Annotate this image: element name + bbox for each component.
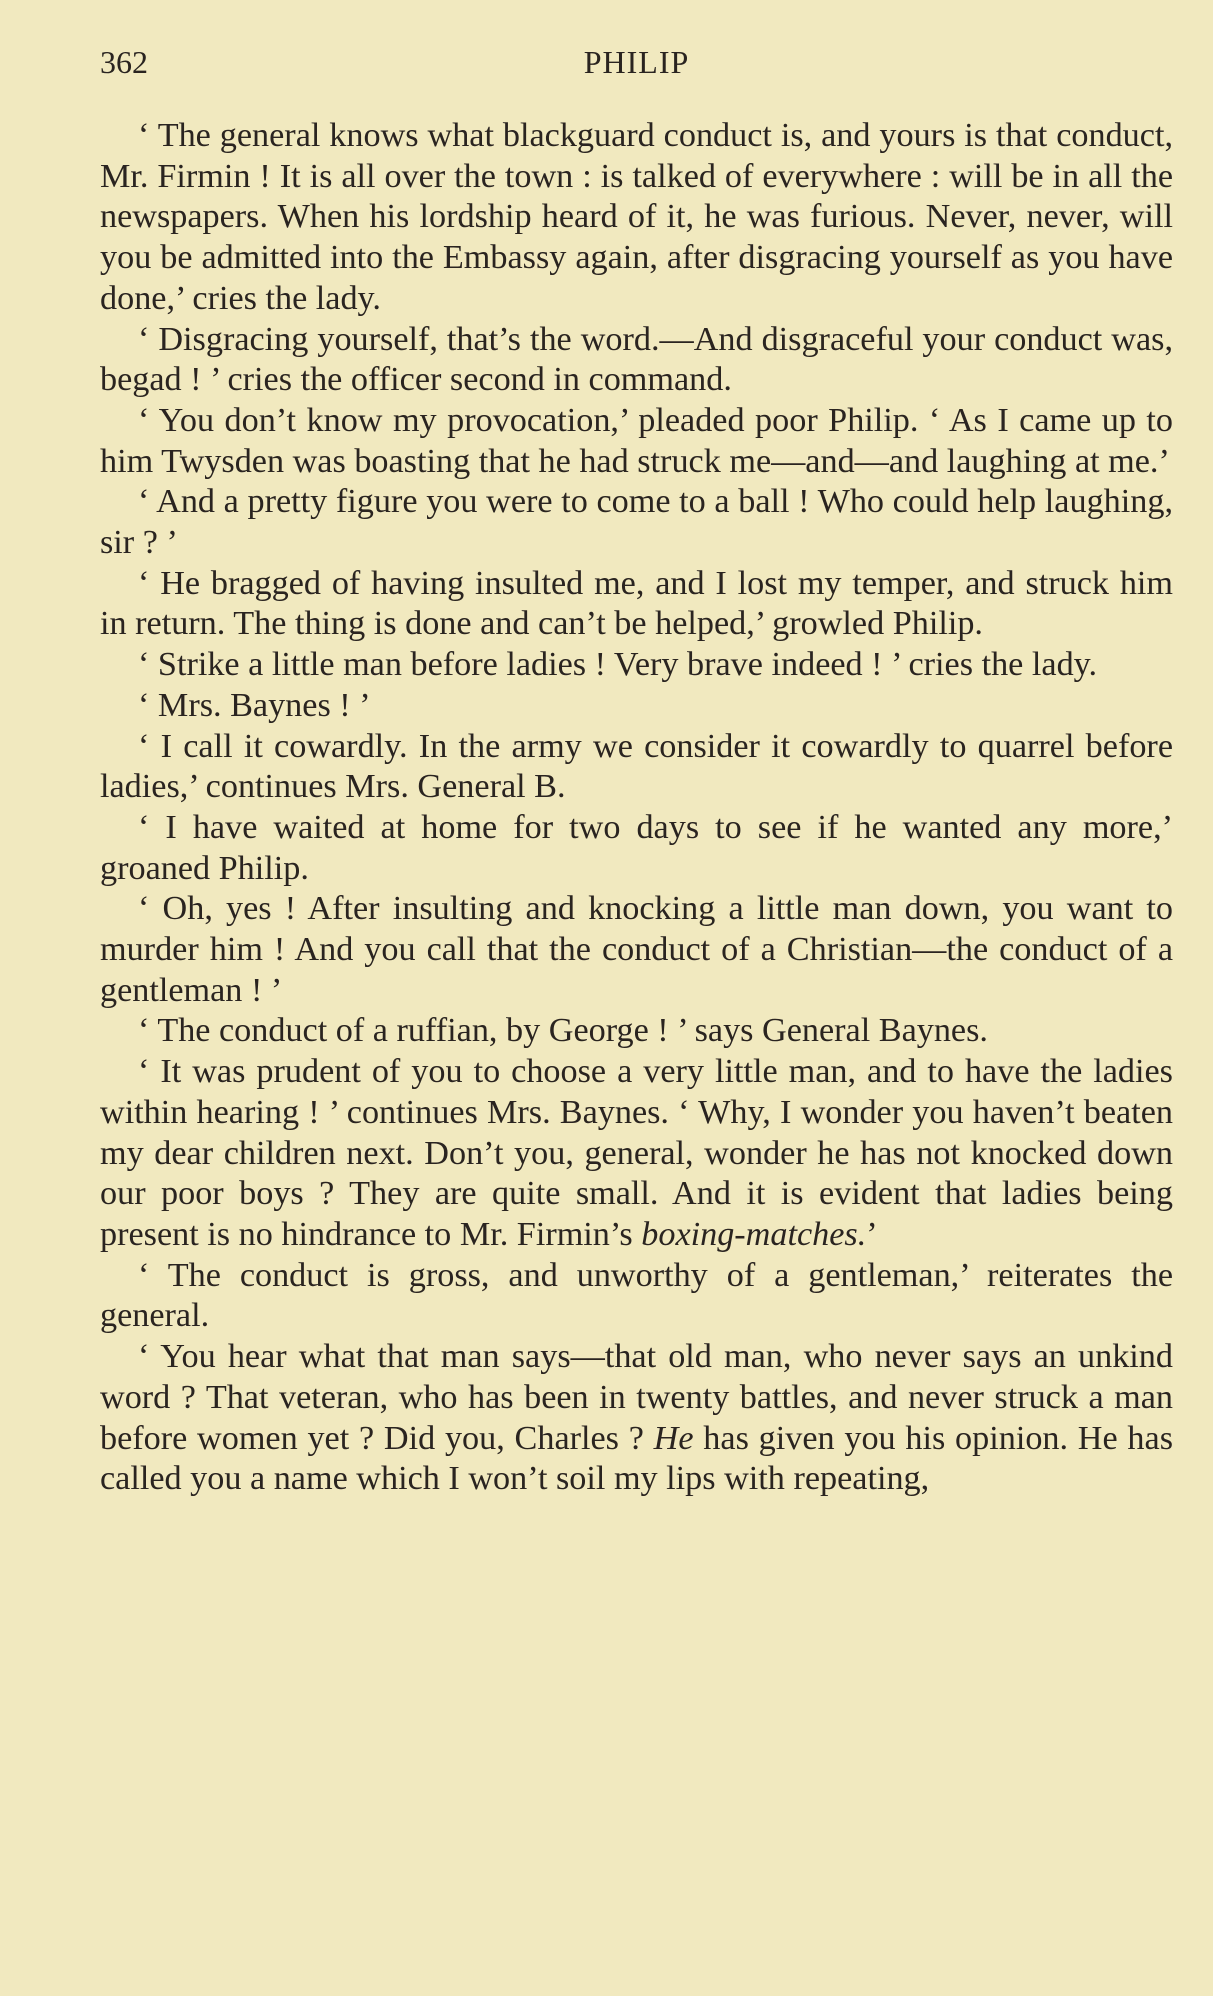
page-number: 362: [100, 44, 148, 80]
paragraph: [100, 1052, 1173, 1256]
paragraph: ‘ Oh, yes ! After insulting and knocking a little man down, you want to murder him ! And you call that the conduct of a Christian—the conduct of a gentleman ! ’: [100, 890, 1173, 1009]
paragraph: ‘ The conduct of a ruffian, by George ! ’ says General Baynes.: [138, 1012, 988, 1050]
paragraph: ‘ The general knows what blackguard conduct is, and yours is that conduct, Mr. Firmin ! It is all over the town : is talked of everywhere : will be in all the newspapers. When his lordship heard of it, he was furious. Never, never, will you be admitted into the Embassy again, after disgracing yourself as you have done,’ cries the lady.: [100, 117, 1173, 317]
paragraph: ‘ I have waited at home for two days to see if he wanted any more,’ groaned Philip.: [100, 808, 1173, 887]
paragraph: ‘ I call it cowardly. In the army we consider it cowardly to quarrel before ladies,’ continues Mrs. General B.: [100, 727, 1173, 806]
paragraph: [100, 1337, 1173, 1500]
paragraph: ‘ And a pretty figure you were to come to a ball ! Who could help laughing, sir ? ’: [100, 483, 1173, 562]
paragraph: ‘ The conduct is gross, and unworthy of a gentleman,’ reiterates the general.: [100, 1256, 1173, 1335]
paragraph: ‘ Strike a little man before ladies ! Very brave indeed ! ’ cries the lady.: [138, 646, 1098, 684]
paragraph-text: has given you his opinion. He has called you a name which I won’t soil my lips with repeating,: [100, 1419, 1173, 1498]
paragraph: ‘ You don’t know my provocation,’ pleaded poor Philip. ‘ As I came up to him Twysden was boasting that he had struck me—and—and laughing at me.’: [100, 401, 1173, 480]
running-title: PHILIP: [583, 44, 690, 80]
paragraph: ‘ Mrs. Baynes ! ’: [138, 686, 371, 724]
paragraph-text: ‘ It was prudent of you to choose a very little man, and to have the ladies within hearing ! ’ continues Mrs. Baynes. ‘ Why, I wonder you haven’t beaten my dear children next. Don’t you, general, wonder he has not knocked down our poor boys ? They are quite small. And it is evident that ladies being present is no hindrance to Mr. Firmin’s: [100, 1053, 1173, 1253]
text-body: [100, 116, 1173, 1500]
paragraph-text: ‘ You hear what that man says—that old man, who never says an unkind word ? That veteran, who has been in twenty battles, and never struck a man before women yet ? Did you, Charles ?: [100, 1338, 1173, 1457]
italic-text: boxing-matches.: [641, 1215, 867, 1253]
paragraph: ‘ Disgracing yourself, that’s the word.—And disgraceful your conduct was, begad ! ’ cries the officer second in command.: [100, 320, 1173, 399]
page-header: [100, 44, 1173, 94]
italic-text: He: [653, 1419, 694, 1457]
paragraph-text: ’: [866, 1215, 878, 1253]
paragraph: ‘ He bragged of having insulted me, and I lost my temper, and struck him in return. The thing is done and can’t be helped,’ growled Philip.: [100, 564, 1173, 643]
